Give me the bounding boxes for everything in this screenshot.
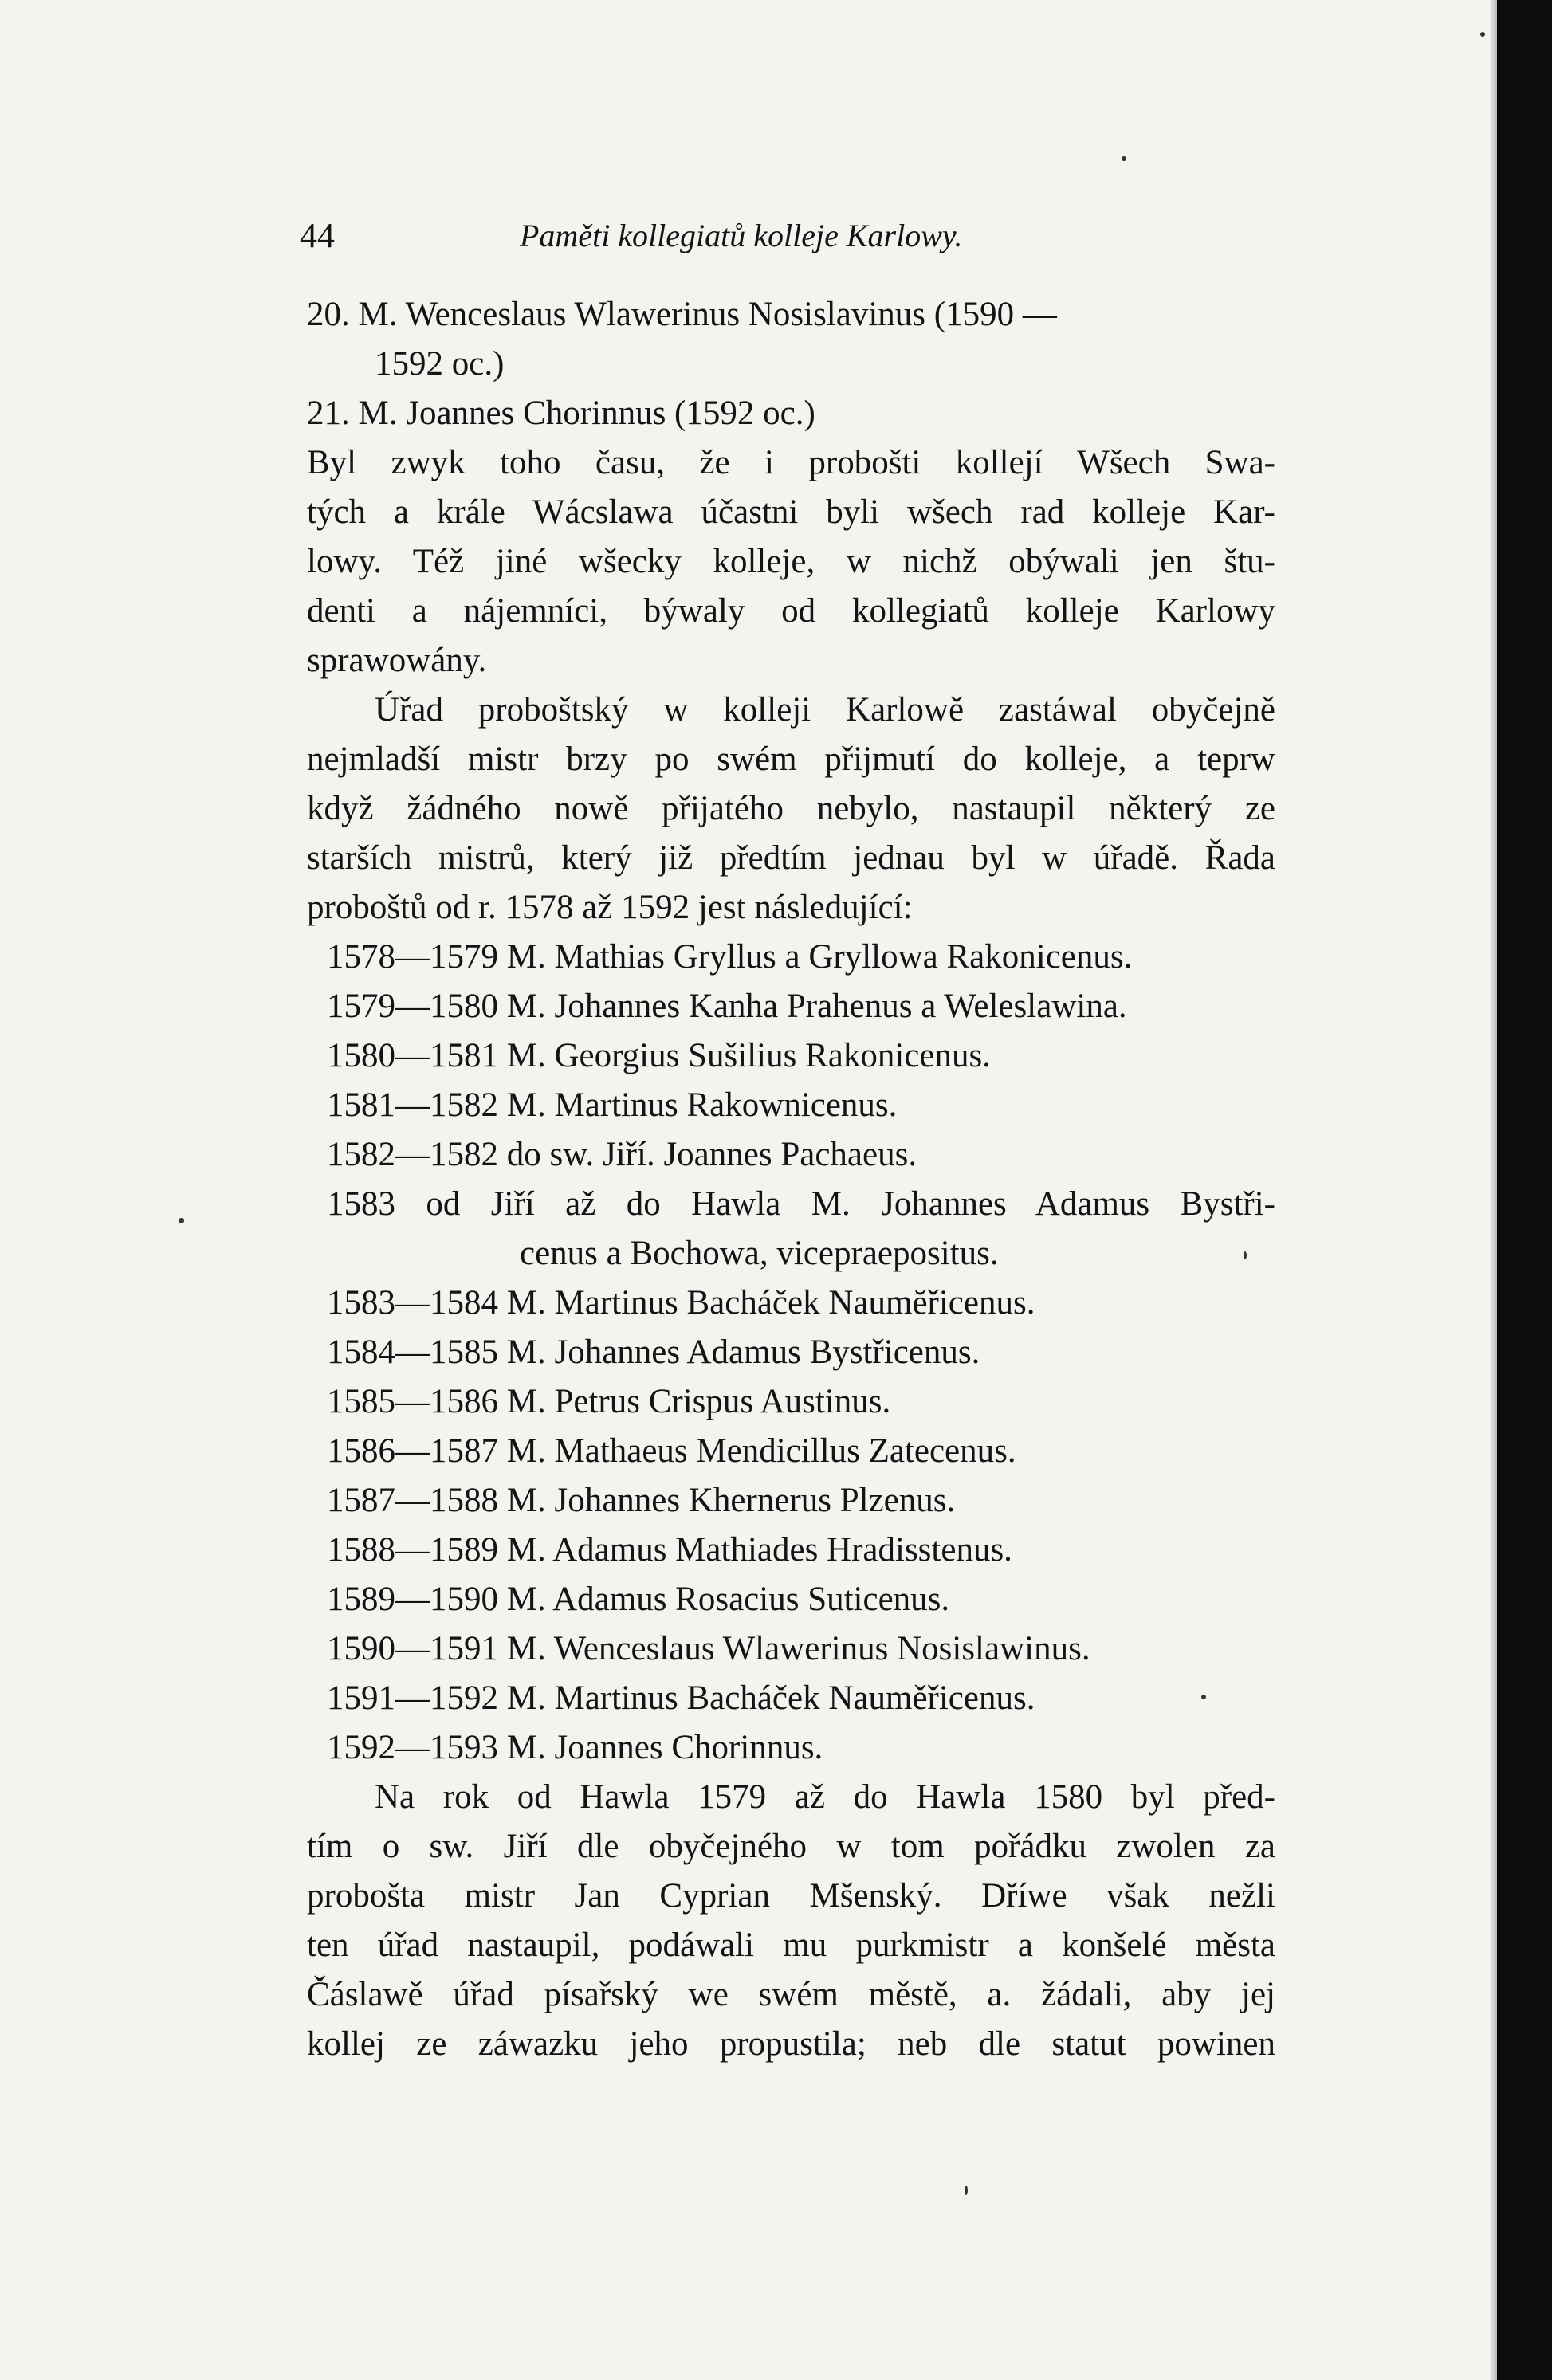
paragraph-1-line: lowy. Též jiné wšecky kolleje, w nichž obýwali jen štu- [307, 543, 1275, 580]
page-number: 44 [300, 216, 335, 255]
entry-20-line-1: 20. M. Wenceslaus Wlawerinus Nosislavinus (1590 — [307, 296, 1057, 333]
provost-list-item: 1591—1592 M. Martinus Bacháček Nauměřicenus. [327, 1679, 1035, 1717]
paragraph-3-line: Čáslawě úřad písařský we swém městě, a. žádali, aby jej [307, 1976, 1275, 2013]
provost-list-item-continuation: cenus a Bochowa, vicepraepositus. [520, 1235, 999, 1272]
provost-list-item: 1578—1579 M. Mathias Gryllus a Gryllowa Rakonicenus. [327, 938, 1133, 976]
provost-list-item: 1584—1585 M. Johannes Adamus Bystřicenus. [327, 1333, 980, 1371]
scan-speck [1122, 156, 1126, 161]
paragraph-2-line: když žádného nowě přijatého nebylo, nastaupil některý ze [307, 790, 1275, 827]
paragraph-1-line: denti a nájemníci, býwaly od kollegiatů kolleje Karlowy [307, 592, 1275, 630]
provost-list-item: 1579—1580 M. Johannes Kanha Prahenus a Weleslawina. [327, 988, 1127, 1025]
paragraph-3-line: kollej ze záwazku jeho propustila; neb dle statut powinen [307, 2025, 1275, 2063]
provost-list-item: 1592—1593 M. Joannes Chorinnus. [327, 1729, 823, 1766]
scan-speck [965, 2186, 968, 2195]
scan-speck [1201, 1695, 1206, 1699]
provost-list-item: 1587—1588 M. Johannes Khernerus Plzenus. [327, 1482, 956, 1519]
provost-list-item: 1582—1582 do sw. Jiří. Joannes Pachaeus. [327, 1136, 917, 1173]
entry-20-line-2: 1592 oc.) [375, 345, 505, 383]
provost-list-item: 1583 od Jiří až do Hawla M. Johannes Adamus Bystři- [327, 1185, 1275, 1223]
page-edge-shadow [1489, 0, 1500, 2380]
provost-list-item: 1580—1581 M. Georgius Sušilius Rakonicenus. [327, 1037, 991, 1074]
scan-speck [1480, 32, 1485, 37]
provost-list-item: 1589—1590 M. Adamus Rosacius Suticenus. [327, 1581, 950, 1618]
paragraph-1-line: tých a krále Wácslawa účastni byli wšech rad kolleje Kar- [307, 493, 1275, 531]
scan-speck [179, 1218, 184, 1223]
paragraph-3-line: tím o sw. Jiří dle obyčejného w tom pořádku zwolen za [307, 1828, 1275, 1865]
paragraph-2-line: proboštů od r. 1578 až 1592 jest následující: [307, 889, 913, 926]
provost-list-item: 1586—1587 M. Mathaeus Mendicillus Zatecenus. [327, 1432, 1016, 1470]
paragraph-3-line: probošta mistr Jan Cyprian Mšenský. Dříwe však nežli [307, 1877, 1275, 1915]
paragraph-2-line: nejmladší mistr brzy po swém přijmutí do kolleje, a teprw [307, 740, 1275, 778]
paragraph-2-line: Úřad proboštský w kolleji Karlowě zastáwal obyčejně [375, 691, 1275, 729]
provost-list-item: 1581—1582 M. Martinus Rakownicenus. [327, 1086, 898, 1124]
provost-list-item: 1590—1591 M. Wenceslaus Wlawerinus Nosislawinus. [327, 1630, 1090, 1667]
provost-list-item: 1585—1586 M. Petrus Crispus Austinus. [327, 1383, 891, 1420]
provost-list-item: 1583—1584 M. Martinus Bacháček Naumĕřicenus. [327, 1284, 1035, 1322]
paragraph-3-line: ten úřad nastaupil, podáwali mu purkmistr a konšelé města [307, 1926, 1275, 1964]
paragraph-1-line: Byl zwyk toho času, že i probošti kollejí Wšech Swa- [307, 444, 1275, 481]
entry-21: 21. M. Joannes Chorinnus (1592 oc.) [307, 395, 815, 432]
paragraph-2-line: starších mistrů, který již předtím jednau byl w úřadě. Řada [307, 839, 1275, 877]
running-title: Paměti kollegiatů kolleje Karlowy. [520, 218, 963, 253]
paragraph-1-line: sprawowány. [307, 642, 487, 679]
provost-list-item: 1588—1589 M. Adamus Mathiades Hradisstenus. [327, 1531, 1012, 1569]
scan-speck [1244, 1251, 1247, 1259]
paragraph-3-line: Na rok od Hawla 1579 až do Hawla 1580 byl před- [375, 1778, 1275, 1816]
